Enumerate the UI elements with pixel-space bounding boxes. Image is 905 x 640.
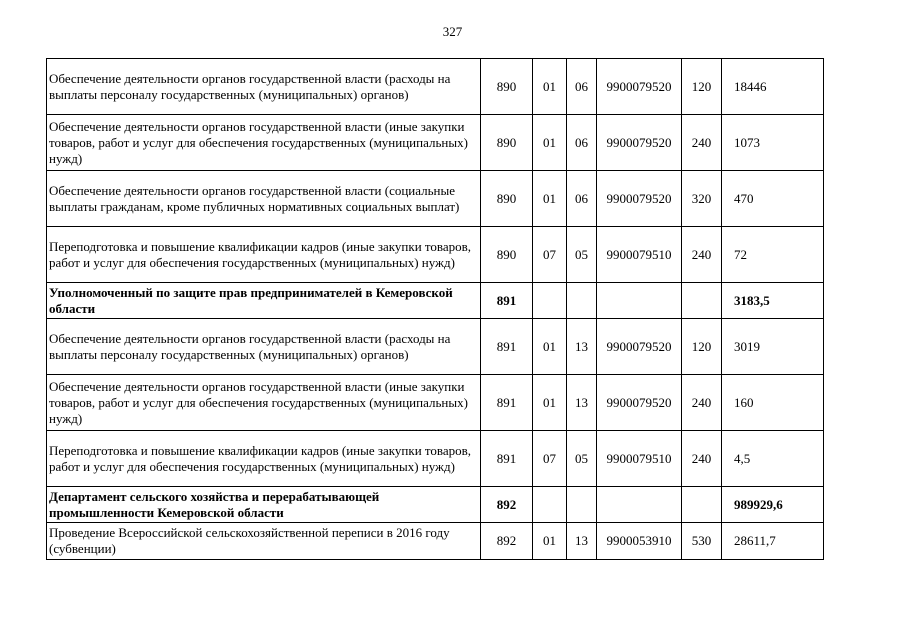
table-row <box>47 115 824 171</box>
table-row <box>47 171 824 227</box>
target-article-code-cell: 9900079510 <box>597 227 682 283</box>
amount-cell: 989929,6 <box>722 487 824 523</box>
section-code-cell: 01 <box>533 59 567 115</box>
table-row <box>47 431 824 487</box>
amount-cell: 72 <box>722 227 824 283</box>
subsection-code-cell: 05 <box>567 431 597 487</box>
section-code-cell: 01 <box>533 523 567 560</box>
table-row <box>47 319 824 375</box>
amount-cell: 470 <box>722 171 824 227</box>
amount-cell: 160 <box>722 375 824 431</box>
target-article-code-cell: 9900053910 <box>597 523 682 560</box>
expense-name-cell: Обеспечение деятельности органов государственной власти (иные закупки товаров, работ и услуг для обеспечения государственных (муниципальных) нужд) <box>47 375 481 431</box>
subsection-code-cell: 06 <box>567 59 597 115</box>
department-code-cell: 891 <box>481 319 533 375</box>
section-code-cell: 07 <box>533 227 567 283</box>
subsection-code-cell: 05 <box>567 227 597 283</box>
subsection-code-cell: 13 <box>567 319 597 375</box>
expense-type-code-cell: 530 <box>682 523 722 560</box>
subsection-code-cell: 13 <box>567 375 597 431</box>
amount-cell: 18446 <box>722 59 824 115</box>
department-code-cell: 890 <box>481 227 533 283</box>
expense-type-code-cell: 320 <box>682 171 722 227</box>
table-body <box>47 59 824 560</box>
department-code-cell: 890 <box>481 59 533 115</box>
amount-cell: 3183,5 <box>722 283 824 319</box>
section-code-cell: 01 <box>533 115 567 171</box>
amount-cell: 1073 <box>722 115 824 171</box>
subsection-code-cell: 06 <box>567 115 597 171</box>
expense-name-cell: Обеспечение деятельности органов государственной власти (расходы на выплаты персоналу государственных (муниципальных) органов) <box>47 319 481 375</box>
section-code-cell: 01 <box>533 375 567 431</box>
subsection-code-cell: 06 <box>567 171 597 227</box>
expense-name-cell: Проведение Всероссийской сельскохозяйственной переписи в 2016 году (субвенции) <box>47 523 481 560</box>
page-number: 327 <box>442 24 463 39</box>
amount-cell: 4,5 <box>722 431 824 487</box>
department-code-cell: 890 <box>481 115 533 171</box>
expense-type-code-cell <box>682 283 722 319</box>
subsection-code-cell <box>567 487 597 523</box>
section-code-cell <box>533 283 567 319</box>
table-row <box>47 375 824 431</box>
target-article-code-cell: 9900079520 <box>597 319 682 375</box>
amount-cell: 28611,7 <box>722 523 824 560</box>
table-row <box>47 59 824 115</box>
expense-type-code-cell: 120 <box>682 319 722 375</box>
target-article-code-cell: 9900079520 <box>597 59 682 115</box>
table-row <box>47 227 824 283</box>
section-code-cell: 01 <box>533 171 567 227</box>
department-code-cell: 891 <box>481 375 533 431</box>
department-code-cell: 892 <box>481 523 533 560</box>
expense-name-cell: Департамент сельского хозяйства и перерабатывающей промышленности Кемеровской области <box>47 487 481 523</box>
expense-name-cell: Переподготовка и повышение квалификации кадров (иные закупки товаров, работ и услуг для обеспечения государственных (муниципальных) нужд) <box>47 227 481 283</box>
subsection-code-cell <box>567 283 597 319</box>
expense-type-code-cell: 240 <box>682 375 722 431</box>
target-article-code-cell: 9900079510 <box>597 431 682 487</box>
expense-type-code-cell <box>682 487 722 523</box>
expense-name-cell: Обеспечение деятельности органов государственной власти (иные закупки товаров, работ и услуг для обеспечения государственных (муниципальных) нужд) <box>47 115 481 171</box>
expense-name-cell: Обеспечение деятельности органов государственной власти (расходы на выплаты персоналу государственных (муниципальных) органов) <box>47 59 481 115</box>
expense-name-cell: Обеспечение деятельности органов государственной власти (социальные выплаты гражданам, кроме публичных нормативных социальных выплат) <box>47 171 481 227</box>
table-row <box>47 487 824 523</box>
expense-type-code-cell: 240 <box>682 115 722 171</box>
budget-table <box>46 58 824 560</box>
department-code-cell: 890 <box>481 171 533 227</box>
expense-type-code-cell: 120 <box>682 59 722 115</box>
department-code-cell: 891 <box>481 431 533 487</box>
expense-type-code-cell: 240 <box>682 227 722 283</box>
target-article-code-cell: 9900079520 <box>597 115 682 171</box>
expense-type-code-cell: 240 <box>682 431 722 487</box>
section-code-cell: 07 <box>533 431 567 487</box>
section-code-cell <box>533 487 567 523</box>
department-code-cell: 891 <box>481 283 533 319</box>
subsection-code-cell: 13 <box>567 523 597 560</box>
table-row <box>47 523 824 560</box>
target-article-code-cell: 9900079520 <box>597 375 682 431</box>
expense-name-cell: Уполномоченный по защите прав предпринимателей в Кемеровской области <box>47 283 481 319</box>
expense-name-cell: Переподготовка и повышение квалификации кадров (иные закупки товаров, работ и услуг для обеспечения государственных (муниципальных) нужд) <box>47 431 481 487</box>
amount-cell: 3019 <box>722 319 824 375</box>
target-article-code-cell <box>597 283 682 319</box>
section-code-cell: 01 <box>533 319 567 375</box>
department-code-cell: 892 <box>481 487 533 523</box>
target-article-code-cell <box>597 487 682 523</box>
table-row <box>47 283 824 319</box>
target-article-code-cell: 9900079520 <box>597 171 682 227</box>
